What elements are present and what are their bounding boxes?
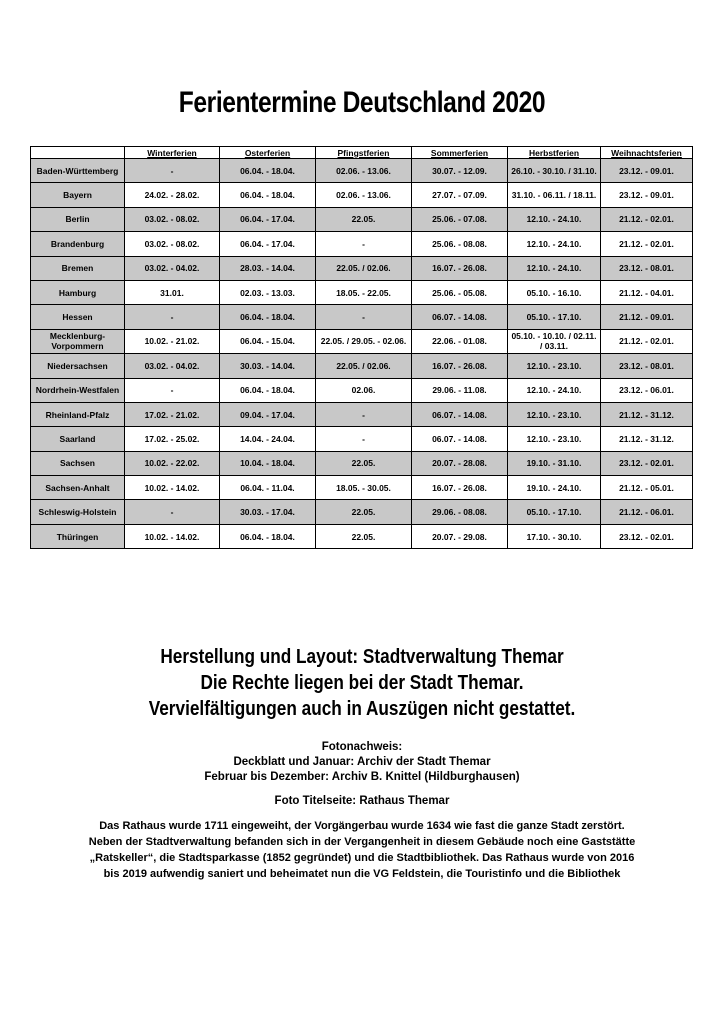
herbstferien-cell: 12.10. - 24.10. [508, 378, 601, 402]
table-row [31, 451, 693, 475]
state-cell: Hamburg [31, 280, 125, 304]
table-row [31, 378, 693, 402]
pfingstferien-cell: 02.06. [316, 378, 412, 402]
herbstferien-cell: 12.10. - 23.10. [508, 402, 601, 426]
osterferien-cell: 06.04. - 18.04. [220, 183, 316, 207]
fotonachweis-block [0, 740, 724, 809]
table-header-row [31, 147, 693, 159]
sommerferien-cell: 29.06. - 11.08. [412, 378, 508, 402]
pfingstferien-cell: 22.05. / 29.05. - 02.06. [316, 329, 412, 353]
state-cell: Mecklenburg-Vorpommern [31, 329, 125, 353]
weihnachtsferien-cell: 21.12. - 06.01. [601, 500, 693, 524]
pfingstferien-cell: 22.05. [316, 500, 412, 524]
herbstferien-cell: 19.10. - 24.10. [508, 476, 601, 500]
weihnachtsferien-cell: 23.12. - 06.01. [601, 378, 693, 402]
osterferien-cell: 14.04. - 24.04. [220, 427, 316, 451]
herbstferien-cell: 12.10. - 23.10. [508, 354, 601, 378]
sommerferien-cell: 25.06. - 05.08. [412, 280, 508, 304]
winterferien-cell: - [125, 378, 220, 402]
state-cell: Nordrhein-Westfalen [31, 378, 125, 402]
pfingstferien-cell: 22.05. / 02.06. [316, 256, 412, 280]
column-header-herbstferien: Herbstferien [508, 147, 601, 159]
table-row [31, 500, 693, 524]
sommerferien-cell: 06.07. - 14.08. [412, 402, 508, 426]
state-cell: Brandenburg [31, 232, 125, 256]
weihnachtsferien-cell: 21.12. - 31.12. [601, 427, 693, 451]
table-row [31, 183, 693, 207]
pfingstferien-cell: 22.05. [316, 207, 412, 231]
herbstferien-cell: 12.10. - 24.10. [508, 207, 601, 231]
state-cell: Sachsen-Anhalt [31, 476, 125, 500]
column-header-osterferien: Osterferien [220, 147, 316, 159]
weihnachtsferien-cell: 21.12. - 02.01. [601, 232, 693, 256]
winterferien-cell: 10.02. - 14.02. [125, 524, 220, 548]
herbstferien-cell: 26.10. - 30.10. / 31.10. [508, 159, 601, 183]
state-cell: Baden-Württemberg [31, 159, 125, 183]
pfingstferien-cell: 02.06. - 13.06. [316, 183, 412, 207]
winterferien-cell: 10.02. - 21.02. [125, 329, 220, 353]
sommerferien-cell: 06.07. - 14.08. [412, 427, 508, 451]
herbstferien-cell: 19.10. - 31.10. [508, 451, 601, 475]
state-cell: Saarland [31, 427, 125, 451]
osterferien-cell: 28.03. - 14.04. [220, 256, 316, 280]
column-header-pfingstferien: Pfingstferien [316, 147, 412, 159]
credits-line-3: Vervielfältigungen auch in Auszügen nicht gestattet. [148, 698, 576, 720]
table-body [31, 159, 693, 549]
column-header-weihnachtsferien: Weihnachtsferien [601, 147, 693, 159]
winterferien-cell: 03.02. - 08.02. [125, 207, 220, 231]
table-row [31, 427, 693, 451]
pfingstferien-cell: 02.06. - 13.06. [316, 159, 412, 183]
weihnachtsferien-cell: 21.12. - 02.01. [601, 207, 693, 231]
weihnachtsferien-cell: 23.12. - 09.01. [601, 159, 693, 183]
pfingstferien-cell: 22.05. [316, 451, 412, 475]
winterferien-cell: 17.02. - 25.02. [125, 427, 220, 451]
winterferien-cell: - [125, 500, 220, 524]
winterferien-cell: 03.02. - 08.02. [125, 232, 220, 256]
credits-line-2: Die Rechte liegen bei der Stadt Themar. [200, 672, 524, 694]
fotonachweis-line-2: Februar bis Dezember: Archiv B. Knittel (Hildburghausen) [204, 771, 520, 783]
herbstferien-cell: 05.10. - 10.10. / 02.11. / 03.11. [508, 329, 601, 353]
winterferien-cell: - [125, 159, 220, 183]
fotonachweis-heading: Fotonachweis: [321, 741, 403, 753]
table-row [31, 524, 693, 548]
winterferien-cell: 10.02. - 22.02. [125, 451, 220, 475]
sommerferien-cell: 16.07. - 26.08. [412, 256, 508, 280]
sommerferien-cell: 30.07. - 12.09. [412, 159, 508, 183]
pfingstferien-cell: 18.05. - 22.05. [316, 280, 412, 304]
sommerferien-cell: 20.07. - 29.08. [412, 524, 508, 548]
herbstferien-cell: 17.10. - 30.10. [508, 524, 601, 548]
winterferien-cell: 17.02. - 21.02. [125, 402, 220, 426]
osterferien-cell: 06.04. - 18.04. [220, 305, 316, 329]
osterferien-cell: 06.04. - 18.04. [220, 524, 316, 548]
herbstferien-cell: 31.10. - 06.11. / 18.11. [508, 183, 601, 207]
pfingstferien-cell: - [316, 232, 412, 256]
herbstferien-cell: 12.10. - 24.10. [508, 232, 601, 256]
weihnachtsferien-cell: 23.12. - 08.01. [601, 256, 693, 280]
state-cell: Bayern [31, 183, 125, 207]
osterferien-cell: 06.04. - 17.04. [220, 232, 316, 256]
winterferien-cell: 31.01. [125, 280, 220, 304]
table-row [31, 232, 693, 256]
osterferien-cell: 02.03. - 13.03. [220, 280, 316, 304]
column-header-sommerferien: Sommerferien [412, 147, 508, 159]
weihnachtsferien-cell: 21.12. - 04.01. [601, 280, 693, 304]
state-cell: Schleswig-Holstein [31, 500, 125, 524]
table-row [31, 305, 693, 329]
weihnachtsferien-cell: 21.12. - 05.01. [601, 476, 693, 500]
page-title: Ferientermine Deutschland 2020 [178, 86, 546, 119]
winterferien-cell: 10.02. - 14.02. [125, 476, 220, 500]
osterferien-cell: 09.04. - 17.04. [220, 402, 316, 426]
pfingstferien-cell: 22.05. / 02.06. [316, 354, 412, 378]
weihnachtsferien-cell: 23.12. - 08.01. [601, 354, 693, 378]
state-cell: Thüringen [31, 524, 125, 548]
osterferien-cell: 06.04. - 17.04. [220, 207, 316, 231]
table-row [31, 354, 693, 378]
pfingstferien-cell: - [316, 402, 412, 426]
sommerferien-cell: 25.06. - 07.08. [412, 207, 508, 231]
weihnachtsferien-cell: 23.12. - 09.01. [601, 183, 693, 207]
fotonachweis-line-1: Deckblatt und Januar: Archiv der Stadt Themar [233, 756, 491, 768]
pfingstferien-cell: 22.05. [316, 524, 412, 548]
weihnachtsferien-cell: 23.12. - 02.01. [601, 524, 693, 548]
osterferien-cell: 06.04. - 18.04. [220, 159, 316, 183]
pfingstferien-cell: - [316, 427, 412, 451]
sommerferien-cell: 20.07. - 28.08. [412, 451, 508, 475]
table-row [31, 476, 693, 500]
winterferien-cell: 24.02. - 28.02. [125, 183, 220, 207]
holiday-table [30, 146, 693, 549]
sommerferien-cell: 25.06. - 08.08. [412, 232, 508, 256]
state-cell: Berlin [31, 207, 125, 231]
weihnachtsferien-cell: 23.12. - 02.01. [601, 451, 693, 475]
sommerferien-cell: 06.07. - 14.08. [412, 305, 508, 329]
table-row [31, 207, 693, 231]
sommerferien-cell: 29.06. - 08.08. [412, 500, 508, 524]
winterferien-cell: 03.02. - 04.02. [125, 256, 220, 280]
osterferien-cell: 06.04. - 11.04. [220, 476, 316, 500]
column-header-winterferien: Winterferien [125, 147, 220, 159]
osterferien-cell: 06.04. - 18.04. [220, 378, 316, 402]
column-header-corner [31, 147, 125, 159]
table-row [31, 329, 693, 353]
rathaus-description: Das Rathaus wurde 1711 eingeweiht, der Vorgängerbau wurde 1634 wie fast die ganze Stadt zerstört. Neben der Stadtverwaltung befanden sich in der Vergangenheit in diesem Gebäude noch eine Gaststätte „Ratskeller“, die Stadtsparkasse (1852 gegründet) und die Stadtbibliothek. Das Rathaus wurde von 2016 bis 2019 aufwendig saniert und beheimatet nun die VG Feldstein, die Touristinfo und die Bibliothek [88, 820, 636, 880]
winterferien-cell: - [125, 305, 220, 329]
winterferien-cell: 03.02. - 04.02. [125, 354, 220, 378]
herbstferien-cell: 05.10. - 16.10. [508, 280, 601, 304]
osterferien-cell: 30.03. - 14.04. [220, 354, 316, 378]
pfingstferien-cell: 18.05. - 30.05. [316, 476, 412, 500]
credits-line-1: Herstellung und Layout: Stadtverwaltung Themar [160, 646, 564, 668]
sommerferien-cell: 27.07. - 07.09. [412, 183, 508, 207]
pfingstferien-cell: - [316, 305, 412, 329]
state-cell: Rheinland-Pfalz [31, 402, 125, 426]
herbstferien-cell: 05.10. - 17.10. [508, 500, 601, 524]
credits-block [0, 644, 724, 722]
table-row [31, 280, 693, 304]
osterferien-cell: 30.03. - 17.04. [220, 500, 316, 524]
herbstferien-cell: 12.10. - 23.10. [508, 427, 601, 451]
table-row [31, 159, 693, 183]
state-cell: Niedersachsen [31, 354, 125, 378]
state-cell: Bremen [31, 256, 125, 280]
weihnachtsferien-cell: 21.12. - 09.01. [601, 305, 693, 329]
weihnachtsferien-cell: 21.12. - 02.01. [601, 329, 693, 353]
state-cell: Sachsen [31, 451, 125, 475]
osterferien-cell: 06.04. - 15.04. [220, 329, 316, 353]
sommerferien-cell: 22.06. - 01.08. [412, 329, 508, 353]
table-row [31, 256, 693, 280]
herbstferien-cell: 12.10. - 24.10. [508, 256, 601, 280]
table-row [31, 402, 693, 426]
weihnachtsferien-cell: 21.12. - 31.12. [601, 402, 693, 426]
herbstferien-cell: 05.10. - 17.10. [508, 305, 601, 329]
sommerferien-cell: 16.07. - 26.08. [412, 476, 508, 500]
sommerferien-cell: 16.07. - 26.08. [412, 354, 508, 378]
osterferien-cell: 10.04. - 18.04. [220, 451, 316, 475]
foto-titelseite: Foto Titelseite: Rathaus Themar [274, 795, 450, 807]
state-cell: Hessen [31, 305, 125, 329]
